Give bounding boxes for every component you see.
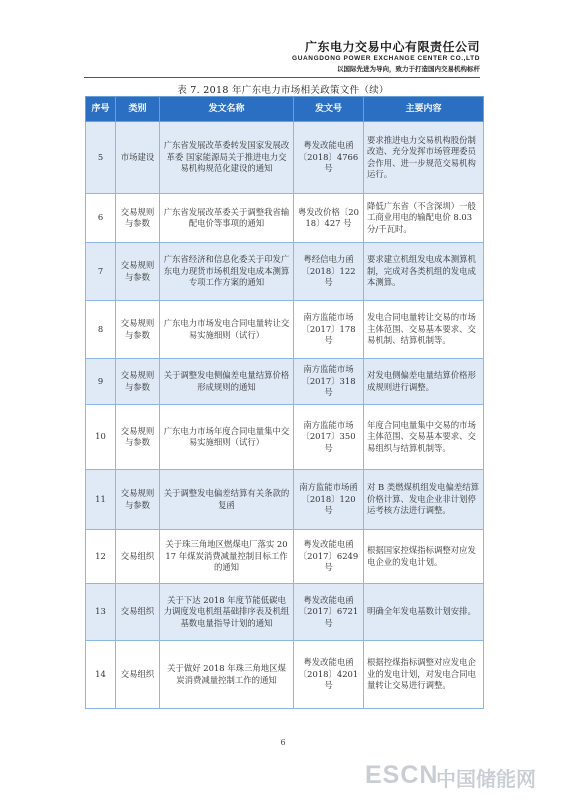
table-row: [86, 470, 484, 530]
row-title: 关于调整发电偏差结算有关条款的复函: [160, 470, 294, 530]
row-no: 10: [86, 405, 116, 470]
row-doc-no: 粤经信电力函〔2018〕122 号: [294, 243, 364, 301]
row-doc-no: 粤发改能电函〔2017〕6721 号: [294, 584, 364, 641]
row-category: 交易规则与参数: [116, 194, 160, 243]
table-row: [86, 641, 484, 709]
row-content: 要求推进电力交易机构股份制改造、充分发挥市场管理委员会作用、进一步规范交易机构运行。: [364, 122, 484, 194]
header-category: 类别: [116, 97, 160, 122]
row-title: 广东省发展改革委关于调整我省输配电价等事项的通知: [160, 194, 294, 243]
header-title: 发文名称: [160, 97, 294, 122]
row-category: 交易规则与参数: [116, 405, 160, 470]
table-row: [86, 405, 484, 470]
row-content: 发电合同电量转让交易的市场主体范围、交易基本要求、交易机制、结算机制等。: [364, 301, 484, 359]
policy-table: [85, 96, 484, 709]
row-title: 广东省经济和信息化委关于印发广东电力现货市场机组发电成本测算专项工作方案的通知: [160, 243, 294, 301]
row-no: 7: [86, 243, 116, 301]
row-doc-no: 粤发改价格〔2018〕427 号: [294, 194, 364, 243]
row-content: 降低广东省（不含深圳）一般工商业用电的输配电价 8.03 分/千瓦时。: [364, 194, 484, 243]
row-content: 根据控煤指标调整对应发电企业的发电计划，对发电合同电量转让交易进行调整。: [364, 641, 484, 709]
row-category: 交易规则与参数: [116, 359, 160, 405]
table-row: [86, 243, 484, 301]
row-no: 13: [86, 584, 116, 641]
row-no: 12: [86, 530, 116, 584]
row-title: 关于珠三角地区燃煤电厂落实 2017 年煤炭消费减量控制目标工作的通知: [160, 530, 294, 584]
table-row: [86, 301, 484, 359]
watermark-logo-escn: ESCN: [365, 761, 439, 789]
header-slogan: 以国际先进为导向，致力于打造国内交易机构标杆: [337, 65, 480, 73]
row-title: 广东电力市场发电合同电量转让交易实施细则（试行）: [160, 301, 294, 359]
row-doc-no: 南方监能市场〔2017〕318 号: [294, 359, 364, 405]
row-no: 14: [86, 641, 116, 709]
row-title: 关于下达 2018 年度节能低碳电力调度发电机组基础排序表及机组基数电量指导计划的通知: [160, 584, 294, 641]
row-content: 对 B 类燃煤机组发电偏差结算价格计算、发电企业非计划停运考核方法进行调整。: [364, 470, 484, 530]
row-doc-no: 南方监能市场〔2017〕350 号: [294, 405, 364, 470]
header-org-name-en: GUANGDONG POWER EXCHANGE CENTER CO.,LTD: [292, 55, 480, 62]
row-title: 广东省发展改革委转发国家发展改革委 国家能源局关于推进电力交易机构规范化建设的通知: [160, 122, 294, 194]
row-doc-no: 南方监能市场函〔2018〕120 号: [294, 470, 364, 530]
table-header-row: [86, 97, 484, 122]
row-doc-no: 粤发改能电函〔2017〕6249 号: [294, 530, 364, 584]
row-content: 要求建立机组发电成本测算机制，完成对各类机组的发电成本测算。: [364, 243, 484, 301]
header-divider: [84, 77, 480, 78]
row-category: 交易组织: [116, 641, 160, 709]
row-no: 5: [86, 122, 116, 194]
row-content: 明确全年发电基数计划安排。: [364, 584, 484, 641]
row-category: 交易规则与参数: [116, 470, 160, 530]
header-no: 序号: [86, 97, 116, 122]
row-category: 交易规则与参数: [116, 301, 160, 359]
row-category: 交易规则与参数: [116, 243, 160, 301]
header-doc-no: 发文号: [294, 97, 364, 122]
header-content: 主要内容: [364, 97, 484, 122]
row-category: 交易组织: [116, 530, 160, 584]
row-category: 市场建设: [116, 122, 160, 194]
row-title: 广东电力市场年度合同电量集中交易实施细则（试行）: [160, 405, 294, 470]
table-row: [86, 194, 484, 243]
row-title: 关于做好 2018 年珠三角地区煤炭消费减量控制工作的通知: [160, 641, 294, 709]
row-doc-no: 南方监能市场〔2017〕178 号: [294, 301, 364, 359]
row-no: 9: [86, 359, 116, 405]
table-caption: 表 7. 2018 年广东电力市场相关政策文件（续）: [177, 85, 389, 96]
row-no: 8: [86, 301, 116, 359]
row-content: 年度合同电量集中交易的市场主体范围、交易基本要求、交易组织与结算机制等。: [364, 405, 484, 470]
row-category: 交易组织: [116, 584, 160, 641]
watermark-site-name: 中国储能网: [436, 767, 536, 791]
page-number: 6: [280, 738, 286, 747]
row-title: 关于调整发电侧偏差电量结算价格形成规则的通知: [160, 359, 294, 405]
row-content: 对发电侧偏差电量结算价格形成规则进行调整。: [364, 359, 484, 405]
row-no: 6: [86, 194, 116, 243]
header-org-name: 广东电力交易中心有限责任公司: [304, 40, 480, 54]
table-row: [86, 359, 484, 405]
row-content: 根据国家控煤指标调整对应发电企业的发电计划。: [364, 530, 484, 584]
row-doc-no: 粤发改能电函〔2018〕4201 号: [294, 641, 364, 709]
table-row: [86, 530, 484, 584]
row-doc-no: 粤发改能电函〔2018〕4766 号: [294, 122, 364, 194]
table-row: [86, 122, 484, 194]
table-row: [86, 584, 484, 641]
row-no: 11: [86, 470, 116, 530]
